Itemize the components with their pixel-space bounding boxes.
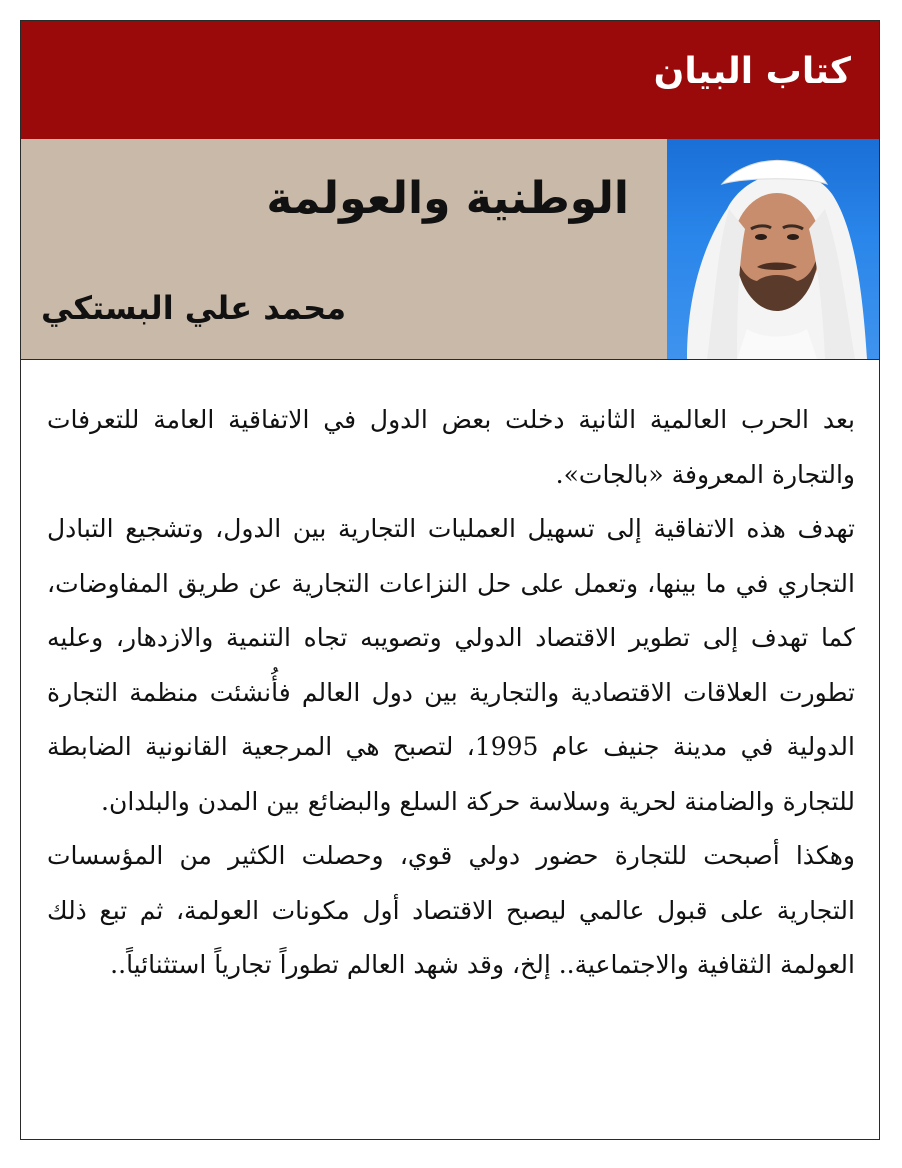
- paragraph-2: تهدف هذه الاتفاقية إلى تسهيل العمليات التجارية بين الدول، وتشجيع التبادل التجاري في ما بينها، وتعمل على حل النزاعات التجارية عن طريق المفاوضات، كما تهدف إلى تطوير الاقتصاد الدولي وتصويبه تجاه التنمية والازدهار، وعليه تطورت العلاقات الاقتصادية والتجارية بين دول العالم فأُنشئت منظمة التجارة الدولية في مدينة جنيف عام 1995، لتصبح هي المرجعية القانونية الضابطة للتجارة والضامنة لحرية وسلاسة حركة السلع والبضائع بين المدن والبلدان.: [47, 514, 855, 816]
- section-banner: [21, 21, 879, 139]
- author-portrait-icon: [667, 139, 879, 359]
- paragraph-1: بعد الحرب العالمية الثانية دخلت بعض الدول في الاتفاقية العامة للتعرفات والتجارة المعروفة «بالجات».: [47, 405, 855, 489]
- title-box: [21, 139, 667, 359]
- article-header: [21, 139, 879, 360]
- author-photo: [667, 139, 879, 359]
- article-frame: [20, 20, 880, 1140]
- author-name: محمد علي البستكي: [41, 289, 347, 327]
- section-title: كتاب البيان: [653, 51, 851, 92]
- article-title: الوطنية والعولمة: [266, 173, 629, 224]
- paragraph-3: وهكذا أصبحت للتجارة حضور دولي قوي، وحصلت الكثير من المؤسسات التجارية على قبول عالمي ليصبح الاقتصاد أول مكونات العولمة، ثم تبع ذلك العولمة الثقافية والاجتماعية.. إلخ، وقد شهد العالم تطوراً تجارياً استثنائياً..: [47, 841, 855, 979]
- article-body: [47, 393, 855, 993]
